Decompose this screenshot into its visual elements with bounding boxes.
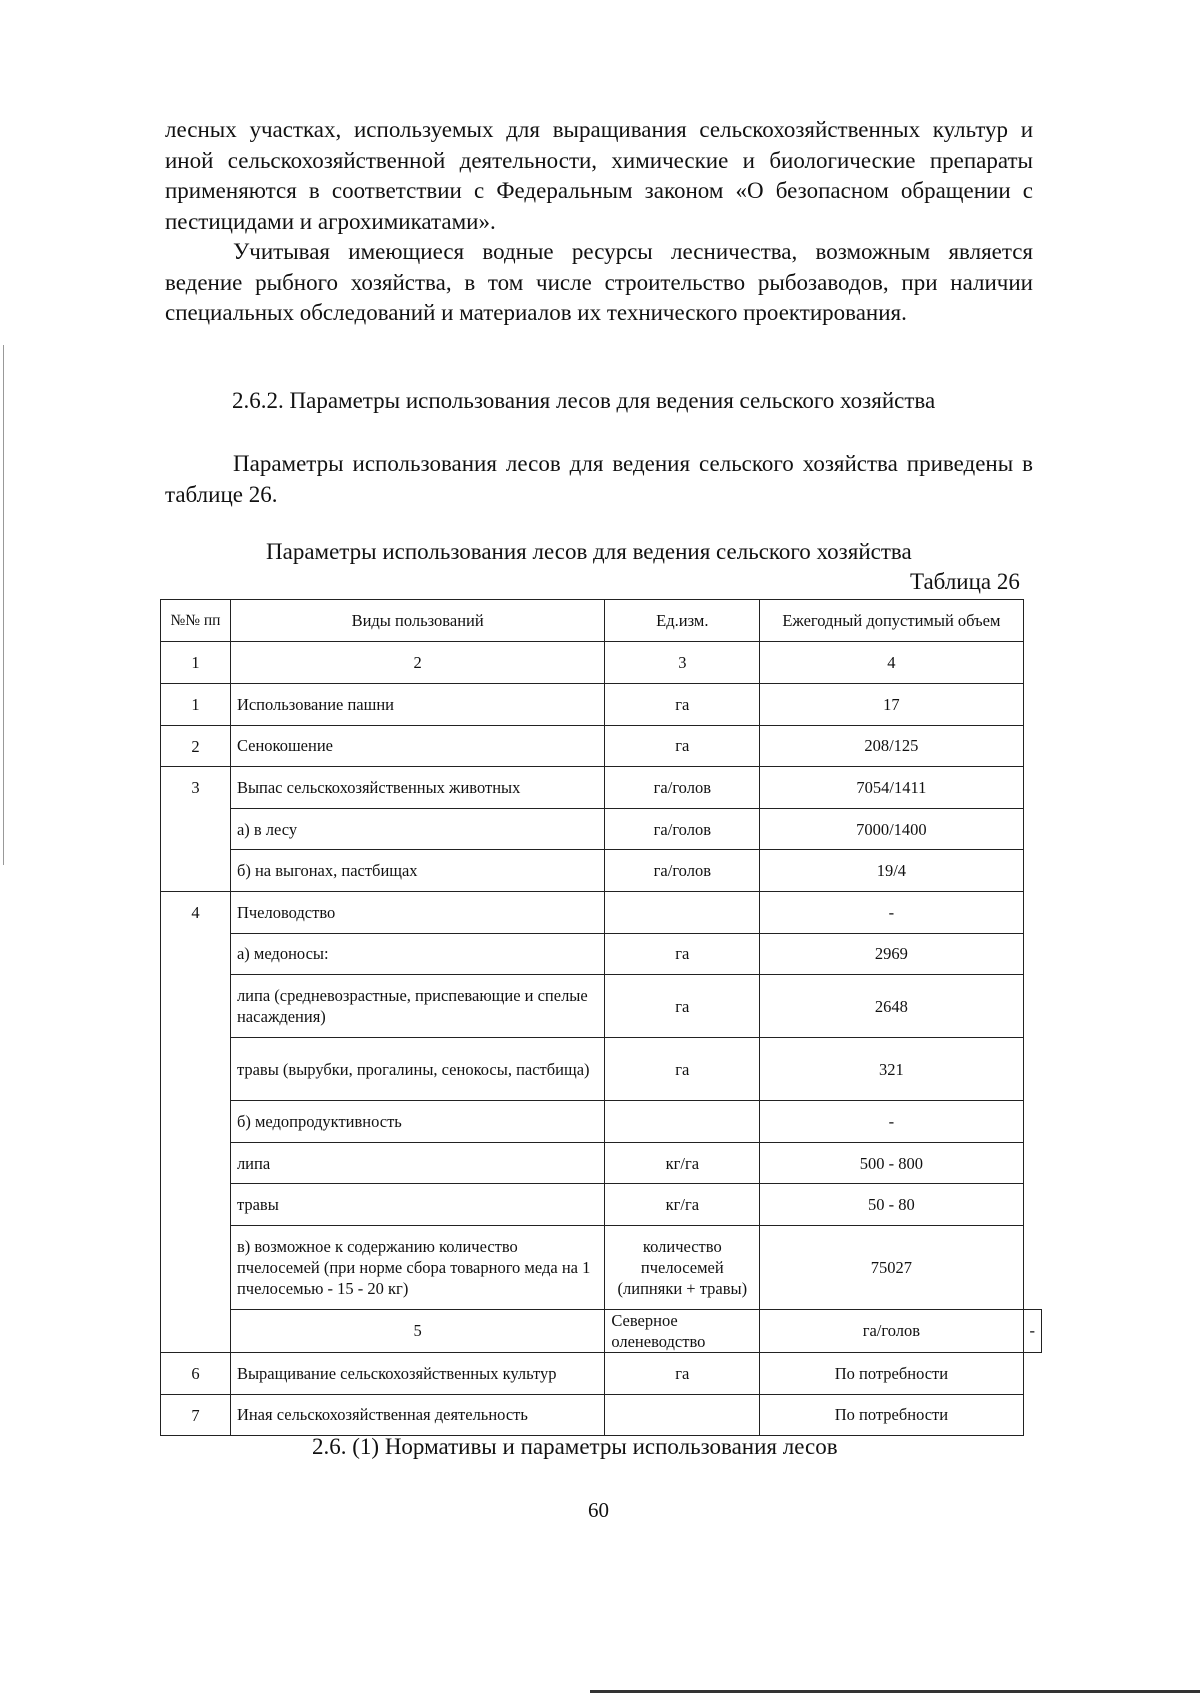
row-number: 5 [230, 1309, 604, 1352]
table-header-row [161, 600, 1042, 642]
table-title: Параметры использования лесов для ведения сельского хозяйства [266, 539, 912, 564]
table-row [161, 933, 1042, 975]
row-number: 2 [161, 725, 231, 767]
unit-cell: га/голов [605, 850, 760, 892]
usage-type-cell: липа (средневозрастные, приспевающие и спелые насаждения) [230, 975, 604, 1038]
header-unit: Ед.изм. [605, 600, 760, 642]
unit-cell: га [605, 684, 760, 726]
annual-volume-cell: 19/4 [760, 850, 1023, 892]
annual-volume-cell: - [760, 1101, 1023, 1143]
unit-cell: га/голов [605, 808, 760, 850]
row-number: 1 [161, 684, 231, 726]
annual-volume-cell: 321 [760, 1038, 1023, 1101]
row-number: 7 [161, 1394, 231, 1436]
usage-type-cell: травы [230, 1184, 604, 1226]
table-row [161, 850, 1042, 892]
usage-type-cell: Выпас сельскохозяйственных животных [230, 767, 604, 809]
usage-type-cell: травы (вырубки, прогалины, сенокосы, пастбища) [230, 1038, 604, 1101]
row-number: 4 [161, 891, 231, 1352]
unit-cell: га [605, 1352, 760, 1394]
parameters-table [160, 599, 1042, 1436]
table-row [161, 975, 1042, 1038]
paragraph-2: Учитывая имеющиеся водные ресурсы лесничества, возможным является ведение рыбного хозяйства, в том числе строительство рыбозаводов, при наличии специальных обследований и материалов их технического проектирования. [165, 239, 1033, 325]
unit-cell: га [605, 975, 760, 1038]
annual-volume-cell: - [760, 891, 1023, 933]
section-heading: 2.6.2. Параметры использования лесов для ведения сельского хозяйства [232, 388, 936, 413]
annual-volume-cell: 2969 [760, 933, 1023, 975]
annual-volume-cell: 500 - 800 [760, 1142, 1023, 1184]
unit-cell: га [605, 725, 760, 767]
column-number: 2 [230, 642, 604, 684]
page-number: 60 [588, 1498, 609, 1522]
table-row [161, 1394, 1042, 1436]
table-row [161, 808, 1042, 850]
unit-cell: кг/га [605, 1184, 760, 1226]
annual-volume-cell: 17 [760, 684, 1023, 726]
unit-cell: количество пчелосемей (липняки + травы) [605, 1225, 760, 1309]
usage-type-cell: б) медопродуктивность [230, 1101, 604, 1143]
usage-type-cell: Пчеловодство [230, 891, 604, 933]
table-row [161, 725, 1042, 767]
annual-volume-cell: 208/125 [760, 725, 1023, 767]
table-row [161, 1142, 1042, 1184]
usage-type-cell: Иная сельскохозяйственная деятельность [230, 1394, 604, 1436]
usage-type-cell: а) медоносы: [230, 933, 604, 975]
scan-artifact-line [3, 345, 4, 865]
usage-type-cell: Северное оленеводство [605, 1309, 760, 1352]
footer-heading: 2.6. (1) Нормативы и параметры использования лесов [312, 1434, 838, 1459]
unit-cell [605, 1394, 760, 1436]
annual-volume-cell: 75027 [760, 1225, 1023, 1309]
usage-type-cell: б) на выгонах, пастбищах [230, 850, 604, 892]
annual-volume-cell: По потребности [760, 1394, 1023, 1436]
usage-type-cell: Выращивание сельскохозяйственных культур [230, 1352, 604, 1394]
header-annual-volume: Ежегодный допустимый объем [760, 600, 1023, 642]
column-number-row [161, 642, 1042, 684]
column-number: 3 [605, 642, 760, 684]
paragraph-3: Параметры использования лесов для ведения сельского хозяйства приведены в таблице 26. [165, 451, 1033, 507]
unit-cell [605, 891, 760, 933]
paragraph-1: лесных участках, используемых для выращивания сельскохозяйственных культур и иной сельскохозяйственной деятельности, химические и биологические препараты применяются в соответствии с Федеральным законом «О безопасном обращении с пестицидами и агрохимикатами». [165, 117, 1033, 234]
table-row [161, 1038, 1042, 1101]
unit-cell: кг/га [605, 1142, 760, 1184]
column-number: 1 [161, 642, 231, 684]
unit-cell: га/голов [760, 1309, 1023, 1352]
scan-edge-line [590, 1690, 1200, 1693]
annual-volume-cell: 7054/1411 [760, 767, 1023, 809]
usage-type-cell: в) возможное к содержанию количество пчелосемей (при норме сбора товарного меда на 1 пчелосемью - 15 - 20 кг) [230, 1225, 604, 1309]
header-number: №№ пп [161, 600, 231, 642]
unit-cell: га [605, 1038, 760, 1101]
unit-cell: га/голов [605, 767, 760, 809]
usage-type-cell: липа [230, 1142, 604, 1184]
annual-volume-cell: 2648 [760, 975, 1023, 1038]
column-number: 4 [760, 642, 1023, 684]
row-number: 3 [161, 767, 231, 892]
table-row [161, 1352, 1042, 1394]
table-row [161, 767, 1042, 809]
unit-cell: га [605, 933, 760, 975]
header-usage-type: Виды пользований [230, 600, 604, 642]
usage-type-cell: а) в лесу [230, 808, 604, 850]
annual-volume-cell: - [1023, 1309, 1042, 1352]
table-row [161, 684, 1042, 726]
table-row [161, 1309, 1042, 1352]
table-row [161, 1101, 1042, 1143]
table-label: Таблица 26 [910, 569, 1020, 594]
annual-volume-cell: По потребности [760, 1352, 1023, 1394]
table-row [161, 1184, 1042, 1226]
table-row [161, 1225, 1042, 1309]
annual-volume-cell: 7000/1400 [760, 808, 1023, 850]
usage-type-cell: Сенокошение [230, 725, 604, 767]
table-row [161, 891, 1042, 933]
usage-type-cell: Использование пашни [230, 684, 604, 726]
row-number: 6 [161, 1352, 231, 1394]
unit-cell [605, 1101, 760, 1143]
annual-volume-cell: 50 - 80 [760, 1184, 1023, 1226]
